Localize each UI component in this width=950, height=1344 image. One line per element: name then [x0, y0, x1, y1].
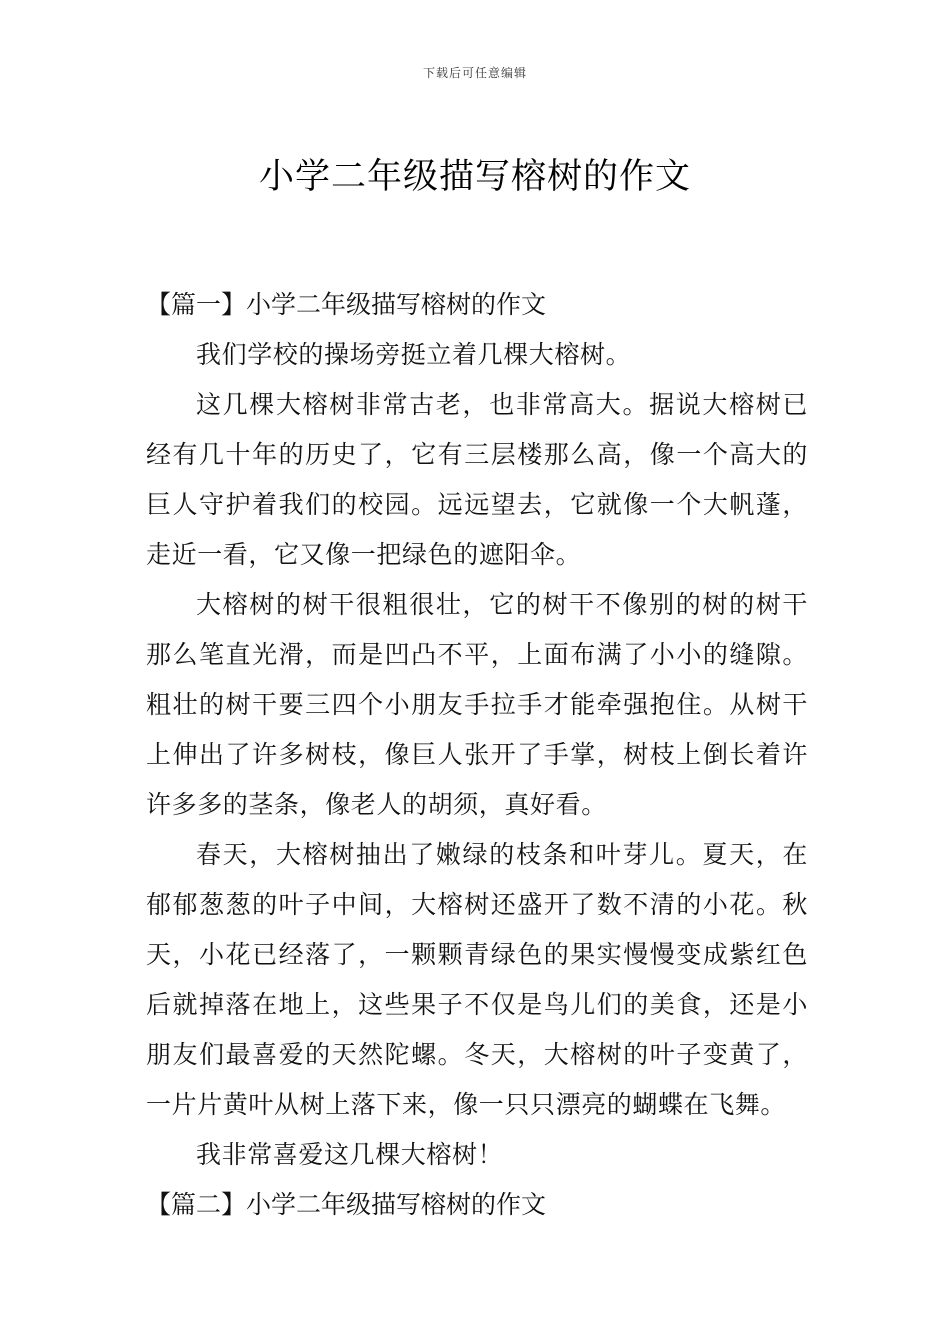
section-heading: 【篇二】小学二年级描写榕树的作文	[146, 1190, 547, 1219]
paragraph: 大榕树的树干很粗很壮，它的树干不像别的树的树干那么笔直光滑，而是凹凸不平，上面布满了小小的缝隙。粗壮的树干要三四个小朋友手拉手才能牵强抱住。从树干上伸出了许多树枝，像巨人张开了手掌，树枝上倒长着许许多多的茎条，像老人的胡须，真好看。	[146, 590, 808, 819]
section-heading: 【篇一】小学二年级描写榕树的作文	[146, 290, 547, 319]
paragraph: 春天，大榕树抽出了嫩绿的枝条和叶芽儿。夏天，在郁郁葱葱的叶子中间，大榕树还盛开了数不清的小花。秋天，小花已经落了，一颗颗青绿色的果实慢慢变成紫红色后就掉落在地上，这些果子不仅是鸟儿们的美食，还是小朋友们最喜爱的天然陀螺。冬天，大榕树的叶子变黄了，一片片黄叶从树上落下来，像一只只漂亮的蝴蝶在飞舞。	[146, 840, 808, 1119]
section-2	[146, 1180, 808, 1230]
paragraph: 我们学校的操场旁挺立着几棵大榕树。	[196, 340, 632, 369]
document-body	[146, 280, 808, 1230]
paragraph: 这几棵大榕树非常古老，也非常高大。据说大榕树已经有几十年的历史了，它有三层楼那么高，像一个高大的巨人守护着我们的校园。远远望去，它就像一个大帆蓬，走近一看，它又像一把绿色的遮阳伞。	[146, 390, 808, 569]
section-1	[146, 280, 808, 1180]
paragraph: 我非常喜爱这几棵大榕树！	[196, 1140, 504, 1169]
header-note: 下载后可任意编辑	[422, 66, 527, 80]
document-title: 小学二年级描写榕树的作文	[258, 157, 691, 198]
